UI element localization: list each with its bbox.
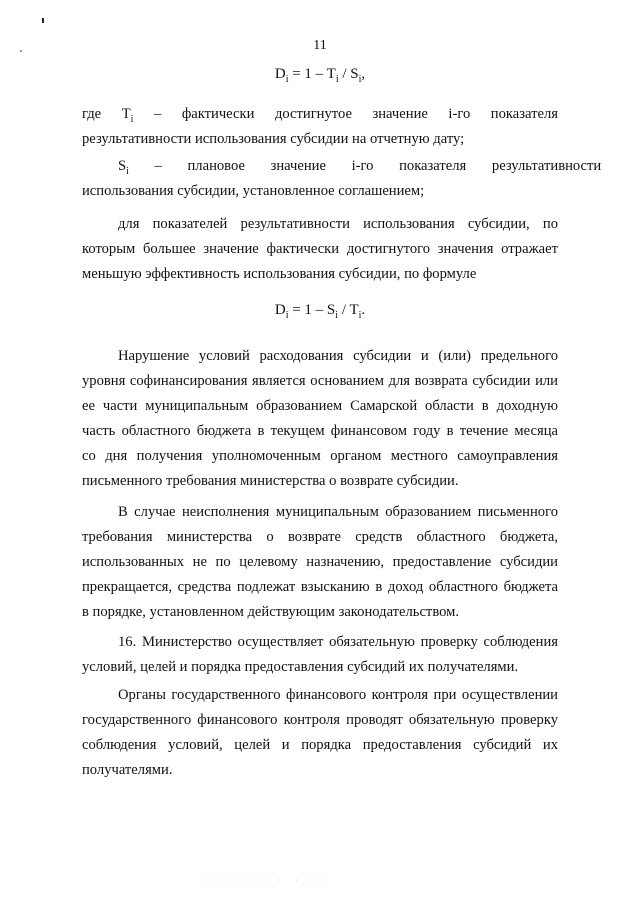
paragraph-line: часть областного бюджета в текущем финансовом году в течение месяца (82, 423, 558, 439)
scan-mark (42, 18, 44, 23)
paragraph-line: Нарушение условий расходования субсидии и (или) предельного (118, 348, 558, 364)
paragraph-line: соблюдения условий, целей и порядка предоставления субсидий их (82, 737, 558, 753)
paragraph-line: со дня получения уполномоченным органом местного самоуправления (82, 448, 558, 464)
paragraph-control (82, 683, 558, 783)
paragraph-line: государственного финансового контроля проводят обязательную проверку (82, 712, 558, 728)
alt-case-line: которым большее значение фактически достигнутого значения отражает (82, 241, 558, 257)
paragraph-line: в порядке, установленном действующим законодательством. (82, 604, 460, 620)
paragraph-16 (82, 630, 558, 680)
paragraph-line: Органы государственного финансового контроля при осуществлении (118, 687, 558, 703)
paragraph-line: письменного требования министерства о возврате субсидии. (82, 473, 459, 489)
paragraph-line: уровня софинансирования является основанием для возврата субсидии или (82, 373, 558, 389)
where-continuation: результативности использования субсидии на отчетную дату; (82, 131, 465, 147)
paragraph-line: В случае неисполнения муниципальным образованием письменного (118, 504, 558, 520)
paragraph-line: ее части муниципальным образованием Самарской области в доходную (82, 398, 558, 414)
paragraph-line: требования министерства о возврате средств областного бюджета, (82, 529, 558, 545)
where-line: где $T_i$ – фактически достигнутое значение i-го показателя (82, 106, 558, 125)
paragraph-line: 16. Министерство осуществляет обязательную проверку соблюдения (118, 634, 558, 650)
alt-case-line: для показателей результативности использования субсидии, по (118, 216, 558, 232)
page-number: 11 (313, 38, 327, 53)
paragraph-nonfulfillment (82, 500, 558, 625)
paragraph-line: получателями. (82, 762, 173, 778)
si-definition-line: $S_i$ – плановое значение i-го показателя результативности (118, 158, 602, 177)
formula-di-1: $D_i = 1 - T_i / S_i$, (274, 66, 366, 85)
paragraph-line: прекращается, средства подлежат взысканию в доход областного бюджета (82, 579, 558, 595)
where-block (82, 102, 602, 287)
paragraph-line: условий, целей и порядка предоставления субсидий их получателями. (82, 659, 519, 675)
formula-di-2: $D_i = 1 - S_i / T_i$. (274, 302, 366, 321)
scan-noise: · · · · · · · · · · · · · · · (200, 876, 326, 885)
paragraph-violation (82, 344, 558, 494)
alt-case-line: меньшую эффективность использования субсидии, по формуле (82, 266, 477, 282)
si-definition-continuation: использования субсидии, установленное соглашением; (82, 183, 425, 199)
paragraph-line: использованных не по целевому назначению, предоставление субсидии (82, 554, 558, 570)
